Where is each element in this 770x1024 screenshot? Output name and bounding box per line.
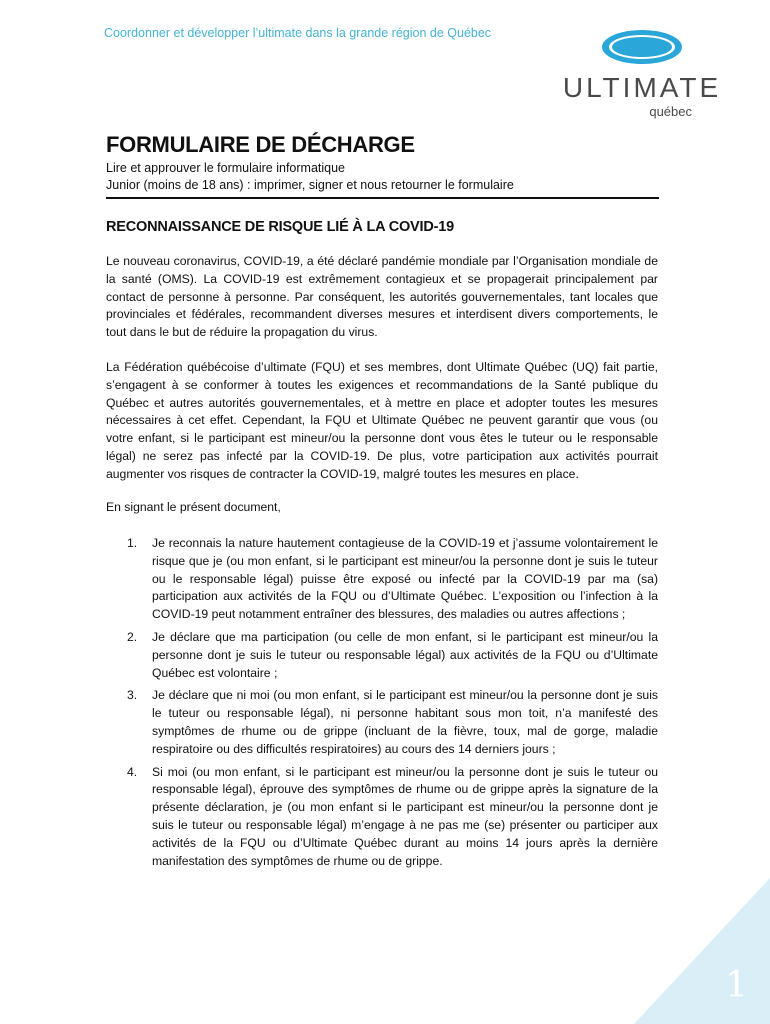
- list-item-number: 2.: [127, 629, 138, 644]
- list-item: [106, 687, 658, 758]
- list-item: [106, 629, 658, 682]
- list-item-text: Si moi (ou mon enfant, si le participant est mineur/ou la personne dont je suis le tuteur ou responsable légal), éprouve des symptômes de rhume ou de grippe après la signature de la présente déclaration, je (ou mon enfant si le participant est mineur/ou la personne dont je suis le tuteur ou responsable légal) m’engage à ne pas me (se) présenter ou participer aux activités de la FQU ou d’Ultimate Québec durant au moins 14 jours après la dernière manifestation des symptômes de rhume ou de grippe.: [152, 764, 658, 868]
- paragraph-2: La Fédération québécoise d’ultimate (FQU) et ses membres, dont Ultimate Québec (UQ) fait partie, s’engagent à se conformer à toutes les exigences et recommandations de la Santé publique du Québec et autres autorités gouvernementales, et à mettre en place et adopter toutes les mesures nécessaires à cet effet. Cependant, la FQU et Ultimate Québec ne peuvent garantir que vous (ou votre enfant, si le participant est mineur/ou la personne dont vous êtes le tuteur ou le responsable légal) ne serez pas infecté par la COVID-19. De plus, votre participation aux activités pourrait augmenter vos risques de contracter la COVID-19, malgré toutes les mesures en place.: [106, 360, 658, 481]
- list-item-text: Je déclare que ma participation (ou celle de mon enfant, si le participant est mineur/ou la personne dont je suis le tuteur ou responsable légal) aux activités de la FQU ou d’Ultimate Québec est volontaire ;: [152, 629, 658, 680]
- ultimate-quebec-logo: [556, 22, 728, 122]
- list-item-text: Je déclare que ni moi (ou mon enfant, si le participant est mineur/ou la personne dont je suis le tuteur ou responsable légal), ni personne habitant sous mon toit, n’a manifesté des symptômes de rhume ou de grippe (incluant de la fièvre, toux, mal de gorge, maladie respiratoire ou des difficultés respiratoires) au cours des 14 derniers jours ;: [152, 688, 658, 756]
- acknowledgement-list: [106, 535, 658, 870]
- logo-wordmark: ULTIMATE: [562, 72, 722, 103]
- list-item-number: 4.: [127, 764, 138, 779]
- list-item-text: Je reconnais la nature hautement contagieuse de la COVID-19 et j’assume volontairement le risque que je (ou mon enfant, si le participant est mineur/ou la personne dont je suis le tuteur ou le responsable légal) puisse être exposé ou infecté par la COVID-19 par ma (sa) participation aux activités de la FQU ou d’Ultimate Québec. L’exposition ou l’infection à la COVID-19 peut notamment entraîner des blessures, des maladies ou autres affections ;: [152, 536, 658, 622]
- corner-decoration: [634, 878, 770, 1024]
- section-title: RECONNAISSANCE DE RISQUE LIÉ À LA COVID-19: [106, 219, 454, 235]
- page-number: 1: [725, 965, 748, 1006]
- logo-subtext: québec: [649, 104, 692, 119]
- subtitle-line-2: Junior (moins de 18 ans) : imprimer, signer et nous retourner le formulaire: [106, 178, 514, 192]
- title-divider: [106, 197, 659, 199]
- header-tagline: Coordonner et développer l’ultimate dans la grande région de Québec: [104, 26, 492, 40]
- list-item: [106, 535, 658, 624]
- paragraph-3: En signant le présent document,: [106, 500, 281, 514]
- list-item: [106, 764, 658, 871]
- list-item-number: 1.: [127, 536, 138, 550]
- form-title: FORMULAIRE DE DÉCHARGE: [106, 132, 415, 157]
- disc-icon: [556, 22, 728, 72]
- paragraph-1: Le nouveau coronavirus, COVID-19, a été déclaré pandémie mondiale par l’Organisation mondiale de la santé (OMS). La COVID-19 est extrêmement contagieux et se propagerait principalement par contact de personne à personne. Par conséquent, les autorités gouvernementales, tant locales que provinciales et fédérales, recommandent diverses mesures et interdisent divers comportements, le tout dans le but de réduire la propagation du virus.: [106, 254, 658, 340]
- list-item-number: 3.: [127, 688, 138, 703]
- subtitle-line-1: Lire et approuver le formulaire informatique: [106, 161, 346, 175]
